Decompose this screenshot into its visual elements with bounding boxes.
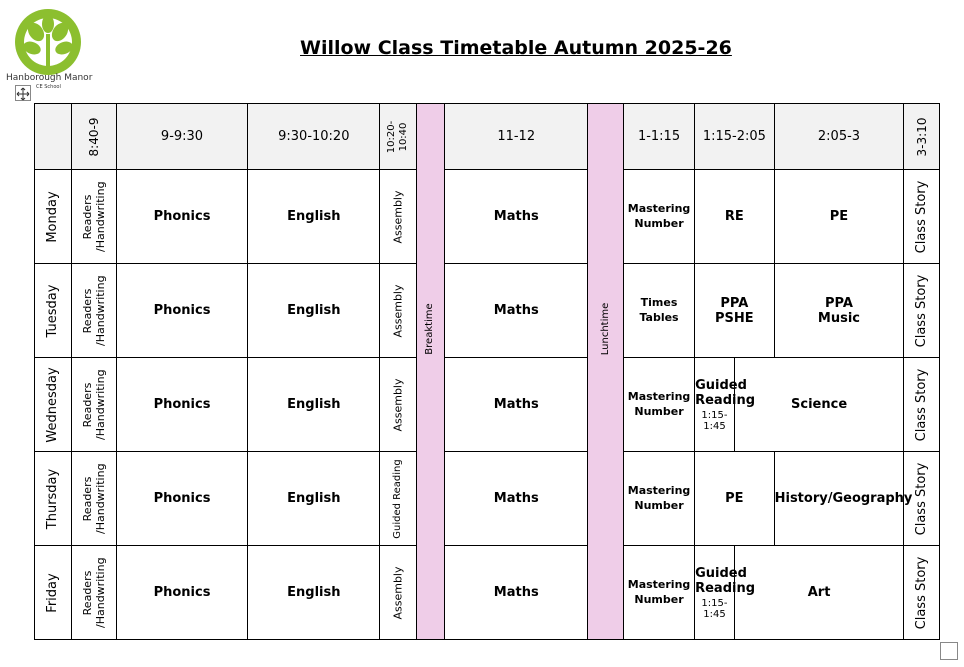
lesson-cell: Maths bbox=[445, 452, 588, 546]
header-cell: 11-12 bbox=[445, 104, 588, 170]
lesson-line: Guided Reading bbox=[695, 377, 756, 408]
lesson-cell: English bbox=[248, 546, 380, 640]
lesson-cell bbox=[774, 264, 904, 358]
row-friday bbox=[35, 546, 940, 640]
lunchtime-column: Lunchtime bbox=[588, 104, 624, 640]
story-cell: Class Story bbox=[904, 358, 940, 452]
move-arrows-icon bbox=[16, 87, 30, 101]
early-cell: Readers /Handwriting bbox=[71, 264, 116, 358]
lesson-line: PPA bbox=[720, 295, 749, 311]
lesson-cell: Phonics bbox=[116, 170, 248, 264]
row-monday bbox=[35, 170, 940, 264]
lesson-cell: Maths bbox=[445, 170, 588, 264]
move-handle-icon[interactable] bbox=[15, 85, 31, 101]
lesson-cell: Mastering Number bbox=[623, 546, 694, 640]
lesson-cell: PE bbox=[774, 170, 904, 264]
lesson-cell: Art bbox=[734, 546, 903, 640]
header-cell: 1-1:15 bbox=[623, 104, 694, 170]
assembly-cell: Assembly bbox=[380, 358, 417, 452]
header-cell: 9:30-10:20 bbox=[248, 104, 380, 170]
day-cell: Friday bbox=[35, 546, 72, 640]
lesson-cell: English bbox=[248, 452, 380, 546]
lesson-cell: English bbox=[248, 264, 380, 358]
assembly-cell: Assembly bbox=[380, 170, 417, 264]
header-cell: 1:15-2:05 bbox=[695, 104, 775, 170]
header-row bbox=[35, 104, 940, 170]
lesson-cell: Maths bbox=[445, 264, 588, 358]
lesson-line: Music bbox=[817, 310, 861, 326]
assembly-cell: Assembly bbox=[380, 546, 417, 640]
day-cell: Monday bbox=[35, 170, 72, 264]
school-name: Hanborough Manor bbox=[6, 73, 93, 83]
lesson-line: PSHE bbox=[715, 310, 754, 326]
story-cell: Class Story bbox=[904, 170, 940, 264]
header-cell: 2:05-3 bbox=[774, 104, 904, 170]
header-cell: 3-3:10 bbox=[904, 104, 940, 170]
lesson-line: PPA bbox=[825, 295, 853, 311]
lesson-cell: English bbox=[248, 170, 380, 264]
lesson-cell bbox=[695, 264, 775, 358]
guided-reading-cell bbox=[695, 546, 756, 640]
early-cell: Readers /Handwriting bbox=[71, 170, 116, 264]
early-cell: Readers /Handwriting bbox=[71, 546, 116, 640]
lesson-cell: History/Geography bbox=[774, 452, 904, 546]
lesson-cell: Mastering Number bbox=[623, 452, 694, 546]
lesson-cell: Science bbox=[734, 358, 903, 452]
early-cell: Readers /Handwriting bbox=[71, 358, 116, 452]
story-cell: Class Story bbox=[904, 452, 940, 546]
lesson-cell: Maths bbox=[445, 358, 588, 452]
early-cell: Readers /Handwriting bbox=[71, 452, 116, 546]
header-cell: 10:20-10:40 bbox=[380, 104, 417, 170]
row-wednesday bbox=[35, 358, 940, 452]
lesson-cell: Times Tables bbox=[623, 264, 694, 358]
story-cell: Class Story bbox=[904, 546, 940, 640]
day-cell: Thursday bbox=[35, 452, 72, 546]
lesson-cell: RE bbox=[695, 170, 775, 264]
breaktime-column: Breaktime bbox=[416, 104, 444, 640]
guided-reading-cell bbox=[695, 358, 756, 452]
lesson-cell: Mastering Number bbox=[623, 170, 694, 264]
assembly-cell: Guided Reading bbox=[380, 452, 417, 546]
resize-handle-icon[interactable] bbox=[940, 642, 958, 660]
row-tuesday bbox=[35, 264, 940, 358]
lesson-cell: Phonics bbox=[116, 546, 248, 640]
lesson-cell: Phonics bbox=[116, 358, 248, 452]
lesson-time: 1:15-1:45 bbox=[701, 597, 728, 620]
lesson-cell: Mastering Number bbox=[623, 358, 694, 452]
day-cell: Tuesday bbox=[35, 264, 72, 358]
timetable bbox=[34, 103, 940, 640]
school-sub: CE School bbox=[36, 84, 61, 90]
assembly-cell: Assembly bbox=[380, 264, 417, 358]
lesson-time: 1:15-1:45 bbox=[701, 409, 728, 432]
lesson-cell: PE bbox=[695, 452, 775, 546]
lesson-cell: Phonics bbox=[116, 264, 248, 358]
header-cell: 9-9:30 bbox=[116, 104, 248, 170]
row-thursday bbox=[35, 452, 940, 546]
lesson-cell: Phonics bbox=[116, 452, 248, 546]
lesson-cell: English bbox=[248, 358, 380, 452]
story-cell: Class Story bbox=[904, 264, 940, 358]
header-cell: 8:40-9 bbox=[71, 104, 116, 170]
lesson-cell: Maths bbox=[445, 546, 588, 640]
day-cell: Wednesday bbox=[35, 358, 72, 452]
corner-cell bbox=[35, 104, 72, 170]
page-title: Willow Class Timetable Autumn 2025-26 bbox=[300, 37, 732, 59]
lesson-line: Guided Reading bbox=[695, 565, 756, 596]
